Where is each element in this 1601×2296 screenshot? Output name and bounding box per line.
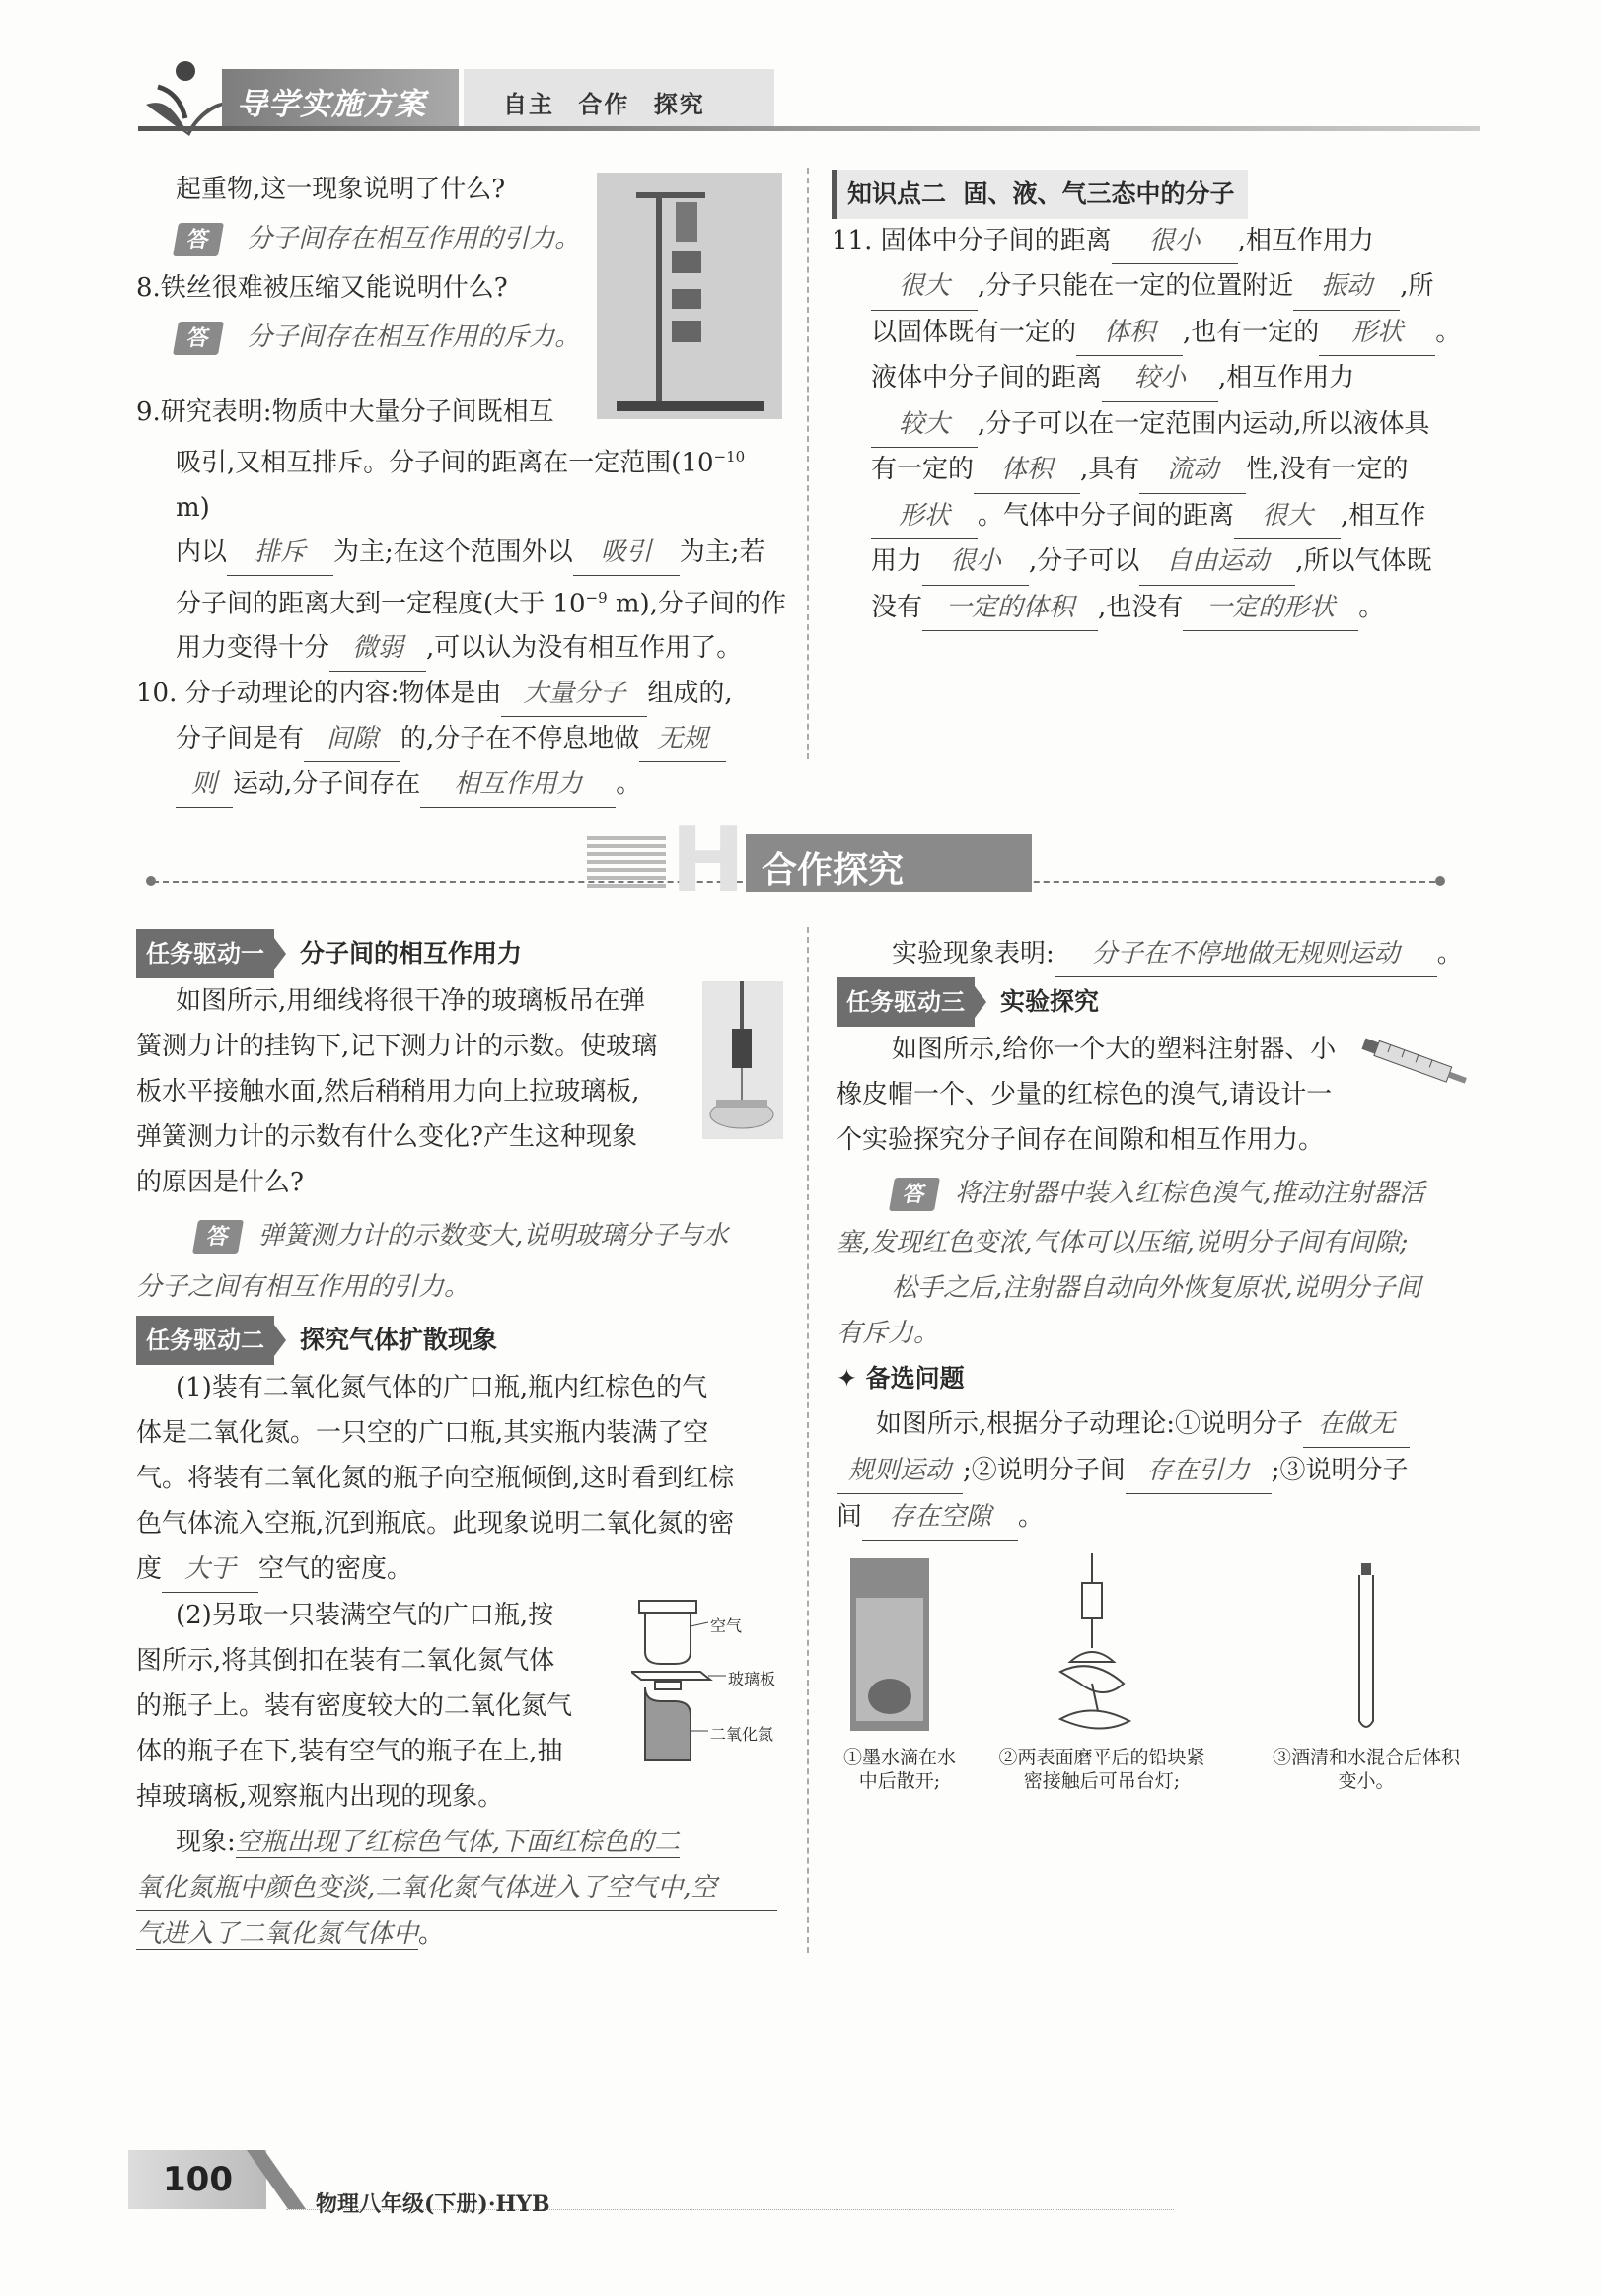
caption-1: ①墨水滴在水 中后散开;: [842, 1747, 956, 1792]
column-divider-bottom: [807, 927, 809, 1953]
task3-answer-row: 答 将注射器中装入红棕色溴气,推动注射器活: [837, 1171, 1488, 1216]
alt-blank-1b: 规则运动: [837, 1448, 963, 1494]
answer-badge: 答: [173, 322, 224, 355]
task-1-tag: 任务驱动一: [136, 929, 274, 978]
q9-line-b: 吸引,又相互排斥。分子间的距离在一定范围($10^{-10}$ m): [176, 448, 746, 523]
banner-dot-right: [1435, 876, 1445, 886]
lead-blocks-lamp-drawing: [1041, 1553, 1144, 1736]
q11-line-2: 很大 ,分子只能在一定的位置附近 振动 ,所: [832, 264, 1483, 311]
alt-blank-3: 存在空隙: [862, 1494, 1018, 1541]
task2-q2-3: 的瓶子上。装有密度较大的二氧化氮气: [136, 1691, 573, 1721]
q11-blank-14: 一定的体积: [922, 586, 1098, 632]
caption-2: ②两表面磨平后的铅块紧 密接触后可吊台灯;: [998, 1747, 1205, 1792]
q11-blank-9: 流动: [1139, 448, 1246, 494]
banner-dot-left: [146, 876, 156, 886]
task-2-header: [136, 1316, 787, 1365]
task2-p5: 度 大于 空气的密度。: [136, 1546, 787, 1593]
q7-tail: 起重物,这一现象说明了什么?: [176, 175, 506, 204]
q11-blank-3: 振动: [1293, 264, 1400, 311]
knowledge-point-2-header: [832, 170, 1483, 219]
q9-blank-1: 排斥: [227, 531, 333, 576]
q11-blank-13: 自由运动: [1139, 539, 1295, 586]
task3-answer-4: 有斥力。: [837, 1319, 940, 1348]
task1-p1: 如图所示,用细线将很干净的玻璃板吊在弹: [176, 986, 646, 1016]
q9-block: [136, 391, 787, 808]
task3-p3: 个实验探究分子间存在间隙和相互作用力。: [837, 1125, 1325, 1155]
task1-p4: 弹簧测力计的示数有什么变化?产生这种现象: [136, 1122, 637, 1152]
kp-title: 固、液、气三态中的分子: [963, 179, 1235, 208]
q11-blank-10: 形状: [871, 494, 978, 540]
q11-blank-7: 较大: [871, 402, 978, 449]
header-subtitle: 自主 合作 探究: [503, 91, 705, 118]
footer-book-title: 物理八年级(下册)·HYB: [316, 2191, 550, 2217]
page-number: 100: [163, 2160, 233, 2199]
answer-badge: 答: [192, 1220, 244, 1254]
alt-line-1: 如图所示,根据分子动理论:①说明分子 在做无: [837, 1401, 1488, 1448]
task-3-title: 实验探究: [1000, 987, 1100, 1016]
q11-blank-15: 一定的形状: [1183, 586, 1358, 632]
banner-stripes: [587, 836, 666, 888]
fig-label-air: 空气: [710, 1616, 743, 1635]
q11-line-5: 较大 ,分子可以在一定范围内运动,所以液体具: [832, 402, 1483, 449]
answer-badge: 答: [173, 223, 224, 256]
q11-line-4: 液体中分子间的距离 较小 ,相互作用力: [832, 356, 1483, 402]
q9-line-a: 9.研究表明:物质中大量分子间既相互: [136, 397, 554, 427]
task2-p4: 色气体流入空瓶,沉到瓶底。此现象说明二氧化氮的密: [136, 1509, 735, 1539]
q11-blank-2: 很大: [871, 264, 978, 311]
answer-badge: 答: [889, 1178, 940, 1211]
syringe-image: [1356, 1034, 1480, 1093]
q8-question: 8.铁丝很难被压缩又能说明什么?: [136, 273, 508, 303]
q10-line-a: 10. 分子动理论的内容:物体是由 大量分子 组成的,: [136, 672, 787, 717]
q10-blank-1: 大量分子: [501, 672, 647, 717]
observation-blank: 分子在不停地做无规则运动: [1055, 931, 1437, 977]
glass-plate-photo: [702, 981, 783, 1139]
q9-line-c: 内以 排斥 为主;在这个范围外以 吸引 为主;若: [136, 531, 787, 576]
header-rule: [138, 126, 1480, 131]
task3-p2: 橡皮帽一个、少量的红棕色的溴气,请设计一: [837, 1080, 1333, 1110]
task1-answer-cont: 分子之间有相互作用的引力。: [136, 1272, 471, 1302]
task3-p1: 如图所示,给你一个大的塑料注射器、小: [892, 1035, 1337, 1064]
ink-in-water-photo: [850, 1558, 929, 1731]
q10-blank-3: 无规: [639, 717, 726, 762]
q11-blank-8: 体积: [974, 448, 1080, 494]
task2-phenomenon-1: 现象:空瓶出现了红棕色气体,下面红棕色的二: [176, 1828, 681, 1857]
task2-phenomenon-2: 氧化氮瓶中颜色变淡,二氧化氮气体进入了空气中,空: [136, 1865, 777, 1911]
left-bottom-column: [136, 929, 787, 1957]
task2-q2-2: 图所示,将其倒扣在装有二氧化氮气体: [136, 1646, 555, 1676]
banner-letter: H: [671, 809, 746, 912]
task2-p2: 体是二氧化氮。一只空的广口瓶,其实瓶内装满了空: [136, 1418, 709, 1448]
task1-p2: 簧测力计的挂钩下,记下测力计的示数。使玻璃: [136, 1032, 658, 1061]
right-bottom-column: [837, 931, 1488, 1541]
q11-blank-1: 很小: [1112, 219, 1238, 265]
q11-line-3: 以固体既有一定的 体积 ,也有一定的 形状 。: [832, 311, 1483, 357]
task-2-tag: 任务驱动二: [136, 1316, 274, 1365]
task2-blank: 大于: [162, 1546, 258, 1593]
q11-line-9: 没有 一定的体积 ,也没有 一定的形状 。: [832, 586, 1483, 632]
task1-answer-row: 答 弹簧测力计的示数变大,说明玻璃分子与水: [136, 1213, 787, 1258]
observation-line: 实验现象表明: 分子在不停地做无规则运动 。: [837, 931, 1488, 977]
task2-q2-5: 掉玻璃板,观察瓶内出现的现象。: [136, 1782, 504, 1812]
fig-label-glass: 玻璃板: [728, 1670, 776, 1688]
task-3-header: [837, 977, 1488, 1027]
q9-blank-3: 微弱: [329, 626, 426, 672]
task-2-title: 探究气体扩散现象: [300, 1326, 498, 1354]
task2-p1: (1)装有二氧化氮气体的广口瓶,瓶内红棕色的气: [176, 1373, 708, 1402]
fig-label-no2: 二氧化氮: [710, 1725, 774, 1744]
header-title: 导学实施方案: [237, 87, 426, 122]
column-divider-top: [807, 168, 809, 759]
q11-line-7: 形状 。气体中分子间的距离 很大 ,相互作: [832, 494, 1483, 540]
footer-slash-decoration: [247, 2150, 306, 2229]
task2-phenomenon-3: 气进入了二氧化氮气体中。: [136, 1919, 445, 1949]
q11-blank-4: 体积: [1076, 311, 1183, 357]
kp-label: 知识点二: [847, 179, 947, 208]
q11-blank-5: 形状: [1319, 311, 1435, 357]
q10-blank-3b: 则: [176, 762, 233, 808]
task1-p5: 的原因是什么?: [136, 1168, 304, 1197]
q11-line-6: 有一定的 体积 ,具有 流动 性,没有一定的: [832, 448, 1483, 494]
q11-line-1: 11. 固体中分子间的距离 很小 ,相互作用力: [832, 219, 1483, 265]
alt-blank-1: 在做无: [1303, 1401, 1410, 1448]
alternative-question-header: ✦ 备选问题: [837, 1364, 965, 1393]
q7-answer: 分子间存在相互作用的引力。: [247, 224, 581, 253]
task3-answer-3: 松手之后,注射器自动向外恢复原状,说明分子间: [892, 1273, 1421, 1303]
q11-line-8: 用力 很小 ,分子可以 自由运动 ,所以气体既: [832, 539, 1483, 586]
q9-blank-2: 吸引: [573, 531, 680, 576]
lead-block-stand-photo: [597, 173, 782, 419]
q9-line-e: 用力变得十分 微弱 ,可以认为没有相互作用了。: [136, 626, 787, 672]
task2-q2-4: 体的瓶子在下,装有空气的瓶子在上,抽: [136, 1737, 563, 1766]
q9-line-d: 分子间的距离大到一定程度(大于 $10^{-9}$ m),分子间的作: [176, 588, 786, 619]
task1-p3: 板水平接触水面,然后稍稍用力向上拉玻璃板,: [136, 1077, 640, 1107]
alt-line-3: 间 存在空隙 。: [837, 1494, 1488, 1541]
task-1-header: [136, 929, 787, 978]
q10-blank-4: 相互作用力: [420, 762, 616, 808]
task-3-tag: 任务驱动三: [837, 977, 975, 1027]
task3-answer-2: 塞,发现红色变浓,气体可以压缩,说明分子间有间隙;: [837, 1228, 1409, 1257]
q11-blank-12: 很小: [922, 539, 1029, 586]
q10-line-b: 分子间是有 间隙 的,分子在不停息地做 无规: [136, 717, 787, 762]
caption-3: ③酒清和水混合后体积 变小。: [1272, 1747, 1460, 1792]
task2-q2-1: (2)另取一只装满空气的广口瓶,按: [176, 1601, 554, 1630]
q8-answer: 分子间存在相互作用的斥力。: [247, 323, 581, 352]
right-top-column: [832, 170, 1483, 631]
q11-blank-6: 较小: [1102, 356, 1218, 402]
test-tube-drawing: [1351, 1563, 1381, 1736]
alt-blank-2: 存在引力: [1126, 1448, 1272, 1494]
q10-blank-2: 间隙: [304, 717, 400, 762]
q10-line-c: 则 运动,分子间存在 相互作用力 。: [136, 762, 787, 808]
alt-line-2: 规则运动 ;②说明分子间 存在引力 ;③说明分子: [837, 1448, 1488, 1494]
q11-blank-11: 很大: [1234, 494, 1341, 540]
task2-p3: 气。将装有二氧化氮的瓶子向空瓶倾倒,这时看到红棕: [136, 1464, 735, 1493]
task-1-title: 分子间的相互作用力: [300, 939, 523, 968]
banner-title: 合作探究: [762, 850, 905, 891]
star-icon: ✦: [837, 1364, 866, 1393]
